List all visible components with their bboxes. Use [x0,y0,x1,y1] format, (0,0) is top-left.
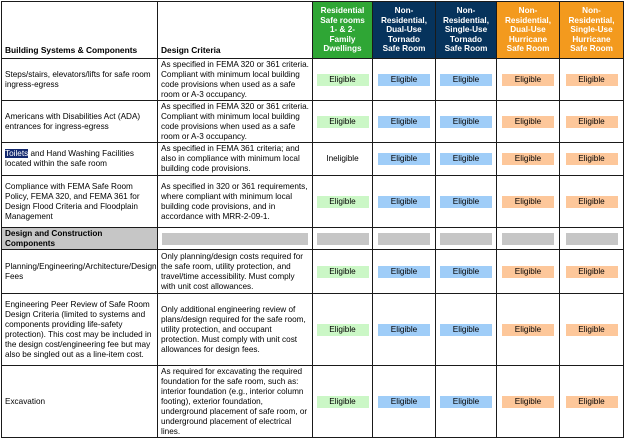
section-header: Design and Construction Components [2,228,158,250]
selected-text[interactable]: Toilets [5,149,29,158]
section-spacer [317,233,369,245]
eligibility-badge: Eligible [566,116,618,128]
eligibility-badge: Eligible [566,74,618,86]
eligibility-badge: Eligible [502,153,554,165]
eligibility-badge: Eligible [317,196,369,208]
eligibility-badge: Eligible [502,266,554,278]
table-row [2,59,624,101]
component-cell: Toilets and Hand Washing Facilities located within the safe room [2,143,158,176]
col-header-dual-tornado: Non- Residential, Dual-Use Tornado Safe Room [373,2,436,59]
col-header-residential: Residential Safe rooms 1- & 2- Family Dwellings [313,2,373,59]
eligibility-badge: Eligible [317,74,369,86]
section-spacer [440,233,492,245]
component-cell: Compliance with FEMA Safe Room Policy, FEMA 320, and FEMA 361 for Design Flood Criteria and Floodplain Management [2,176,158,228]
components-header: Building Systems & Components [2,2,158,59]
col-header-single-hurricane: Non- Residential, Single-Use Hurricane Safe Room [560,2,624,59]
eligibility-badge: Eligible [317,116,369,128]
section-spacer [566,233,618,245]
section-spacer [378,233,430,245]
eligibility-badge: Eligible [378,324,430,336]
eligibility-table [1,1,624,438]
component-cell: Engineering Peer Review of Safe Room Design Criteria (limited to systems and components providing life-safety protection). This cost may be included in the design cost/engineering fee but may also be singled out as a line-item cost. [2,294,158,366]
criteria-cell: As specified in FEMA 361 criteria; and also in compliance with minimum local building code provisions. [158,143,313,176]
eligibility-badge: Ineligible [326,154,359,163]
criteria-cell: As required for excavating the required foundation for the safe room, such as: interior foundation (e.g., interior column footing), exterior foundation, underground placement of safe room, or underground placement of electrical lines. [158,366,313,438]
criteria-cell: As specified in FEMA 320 or 361 criteria. Compliant with minimum local building code provisions when used as a safe room or A-3 occupancy. [158,59,313,101]
criteria-cell: As specified in FEMA 320 or 361 criteria. Compliant with minimum local building code provisions when used as a safe room or A-3 occupancy. [158,101,313,143]
eligibility-badge: Eligible [378,74,430,86]
eligibility-badge: Eligible [378,396,430,408]
section-row [2,228,624,250]
table-row [2,294,624,366]
eligibility-badge: Eligible [440,74,492,86]
criteria-cell: Only planning/design costs required for the safe room, utility protection, and travel/time accessibility. Must comply with unit cost allowances. [158,250,313,294]
criteria-cell: Only additional engineering review of plans/design required for the safe room, utility protection, and occupant protection. Must comply with unit cost allowances for design fees. [158,294,313,366]
eligibility-badge: Eligible [378,266,430,278]
eligibility-badge: Eligible [566,396,618,408]
eligibility-badge: Eligible [440,196,492,208]
section-spacer [162,233,308,245]
component-cell: Steps/stairs, elevators/lifts for safe room ingress-egress [2,59,158,101]
eligibility-badge: Eligible [566,266,618,278]
eligibility-badge: Eligible [566,196,618,208]
eligibility-badge: Eligible [440,266,492,278]
eligibility-badge: Eligible [566,324,618,336]
eligibility-badge: Eligible [378,153,430,165]
criteria-cell: As specified in 320 or 361 requirements, where compliant with minimum local building code provisions, and in accordance with MRR-2-09-1. [158,176,313,228]
col-header-single-tornado: Non- Residential, Single-Use Tornado Safe Room [436,2,497,59]
eligibility-badge: Eligible [440,324,492,336]
header-row [2,2,624,59]
eligibility-badge: Eligible [502,396,554,408]
eligibility-badge: Eligible [502,196,554,208]
component-cell: Americans with Disabilities Act (ADA) entrances for ingress-egress [2,101,158,143]
eligibility-badge: Eligible [440,396,492,408]
table-row [2,176,624,228]
eligibility-badge: Eligible [566,153,618,165]
table-row [2,101,624,143]
component-cell: Planning/Engineering/Architecture/Design Fees [2,250,158,294]
table-row [2,366,624,438]
component-cell: Excavation [2,366,158,438]
eligibility-badge: Eligible [502,74,554,86]
eligibility-badge: Eligible [378,196,430,208]
criteria-header: Design Criteria [158,2,313,59]
table-row [2,250,624,294]
eligibility-badge: Eligible [317,324,369,336]
eligibility-badge: Eligible [317,396,369,408]
eligibility-badge: Eligible [440,153,492,165]
eligibility-badge: Eligible [378,116,430,128]
col-header-dual-hurricane: Non- Residential, Dual-Use Hurricane Safe Room [497,2,560,59]
eligibility-badge: Eligible [502,324,554,336]
table-row [2,143,624,176]
eligibility-badge: Eligible [317,266,369,278]
eligibility-badge: Eligible [440,116,492,128]
section-spacer [502,233,554,245]
eligibility-badge: Eligible [502,116,554,128]
